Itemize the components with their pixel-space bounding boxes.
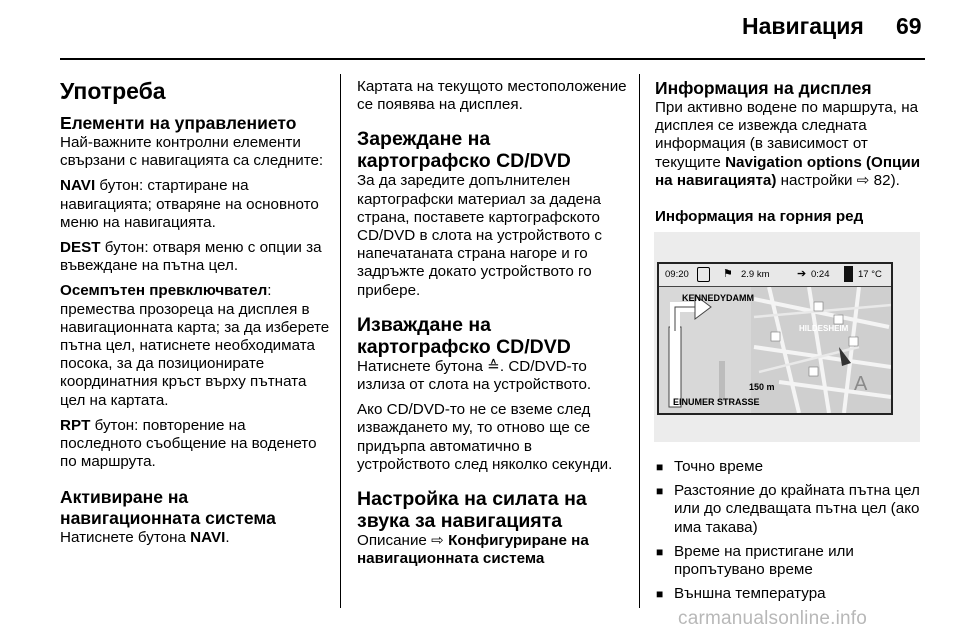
reference-arrow-icon: ⇨ [856,171,870,189]
arrival-readout: 0:24 [811,269,830,280]
dest-paragraph [60,239,330,275]
map-graphic [659,287,891,413]
load-text: За да заредите допълнителен картографски материал за дадена страна, поставете картографското CD/DVD в слота на устройството с напечатаната страна нагоре и го задръжте докато устройството го прибере. [357,172,602,299]
eject-icon: ≙ [487,357,500,375]
dest-text: бутон: отваря меню с опции за въвеждане на пътна цел. [60,239,322,275]
column-1 [60,78,330,555]
column-divider-2 [639,74,640,608]
load-heading: Зареждане на картографско CD/DVD [357,128,571,173]
controls-heading: Елементи на управлението [60,113,297,133]
map-continuation: Картата на текущото местоположение се появява на дисплея. [357,78,627,114]
chapter-heading: Употреба [60,78,166,104]
street-label-top: KENNEDYDAMM [682,293,754,303]
list-item: ■ Външна температура [655,585,923,603]
city-label: HILDESHEIM [799,324,849,333]
header-rule [60,58,925,60]
volume-heading: Настройка на силата на звука за навигацията [357,488,587,533]
navi-term: NAVI [60,177,96,195]
reference-arrow-icon: ⇨ [431,532,444,550]
clock-icon [697,267,710,282]
section-title: Навигация [742,13,864,39]
column-3 [655,78,923,226]
volume-reference: Описание ⇨ Конфигуриране на навигационната система [357,532,589,568]
eight-way-text: : премества прозореца на дисплея в навигационната карта; за да изберете пътна цел, натиснете необходимата посока, за да позиционирате координатния кръст върху пътната цел на картата. [60,282,330,409]
page-number: 69 [896,13,922,39]
bullet-list [655,458,923,603]
thermometer-icon [844,266,853,282]
list-item: ■ Точно време [655,458,923,476]
svg-text:A: A [854,373,868,395]
eject-heading: Изваждане на картографско CD/DVD [357,313,571,358]
arrival-icon: ➔ [797,268,807,280]
display-info-heading: Информация на дисплея [655,78,872,98]
rpt-term: RPT [60,416,91,434]
display-info-text: При активно водене по маршрута, на дисплея се извежда следната информация (в зависимост от текущите Navigation options (Опции на навигацията) настройки ⇨ 82). [655,99,921,189]
temperature-readout: 17 °C [858,269,882,280]
column-divider-1 [340,74,341,608]
rpt-text: бутон: повторение на последното съобщение на воденето по маршрута. [60,416,317,471]
top-row-list [655,458,923,609]
eight-way-term: Осемпътен превключвател [60,282,268,300]
next-turn-distance: 150 m [749,382,775,392]
eject-note: Ако CD/DVD-то не се вземе след изваждането му, то отново ще се придърпа автоматично в устройството след няколко секунди. [357,401,613,473]
navi-paragraph [60,177,330,232]
map-view [659,287,891,413]
nav-screen [657,262,893,415]
list-item: ■ Време на пристигане или пропътувано време [655,543,923,579]
rpt-paragraph [60,417,330,472]
list-item: ■ Разстояние до крайната пътна цел или до следващата пътна цел (ако има такава) [655,482,923,537]
car-flag-icon: ⚑ [723,268,733,280]
time-readout: 09:20 [665,269,689,280]
navi-text: бутон: стартиране на навигацията; отваряне на основното меню на навигацията. [60,177,319,231]
eight-way-paragraph [60,282,330,409]
street-label-bottom: EINUMER STRASSE [673,397,760,407]
controls-intro: Най-важните контролни елементи свързани с навигацията са следните: [60,134,324,170]
activate-text: Натиснете бутона NAVI. [60,529,230,547]
status-bar [659,264,891,287]
top-row-heading: Информация на горния ред [655,208,864,226]
activate-heading: Активиране на навигационната система [60,487,276,529]
distance-readout: 2.9 km [741,269,770,280]
dest-term: DEST [60,239,101,257]
eject-text: Натиснете бутона ≙. CD/DVD-то излиза от слота на устройството. [357,357,592,394]
watermark: carmanualsonline.info [678,608,868,629]
column-2 [357,78,629,575]
